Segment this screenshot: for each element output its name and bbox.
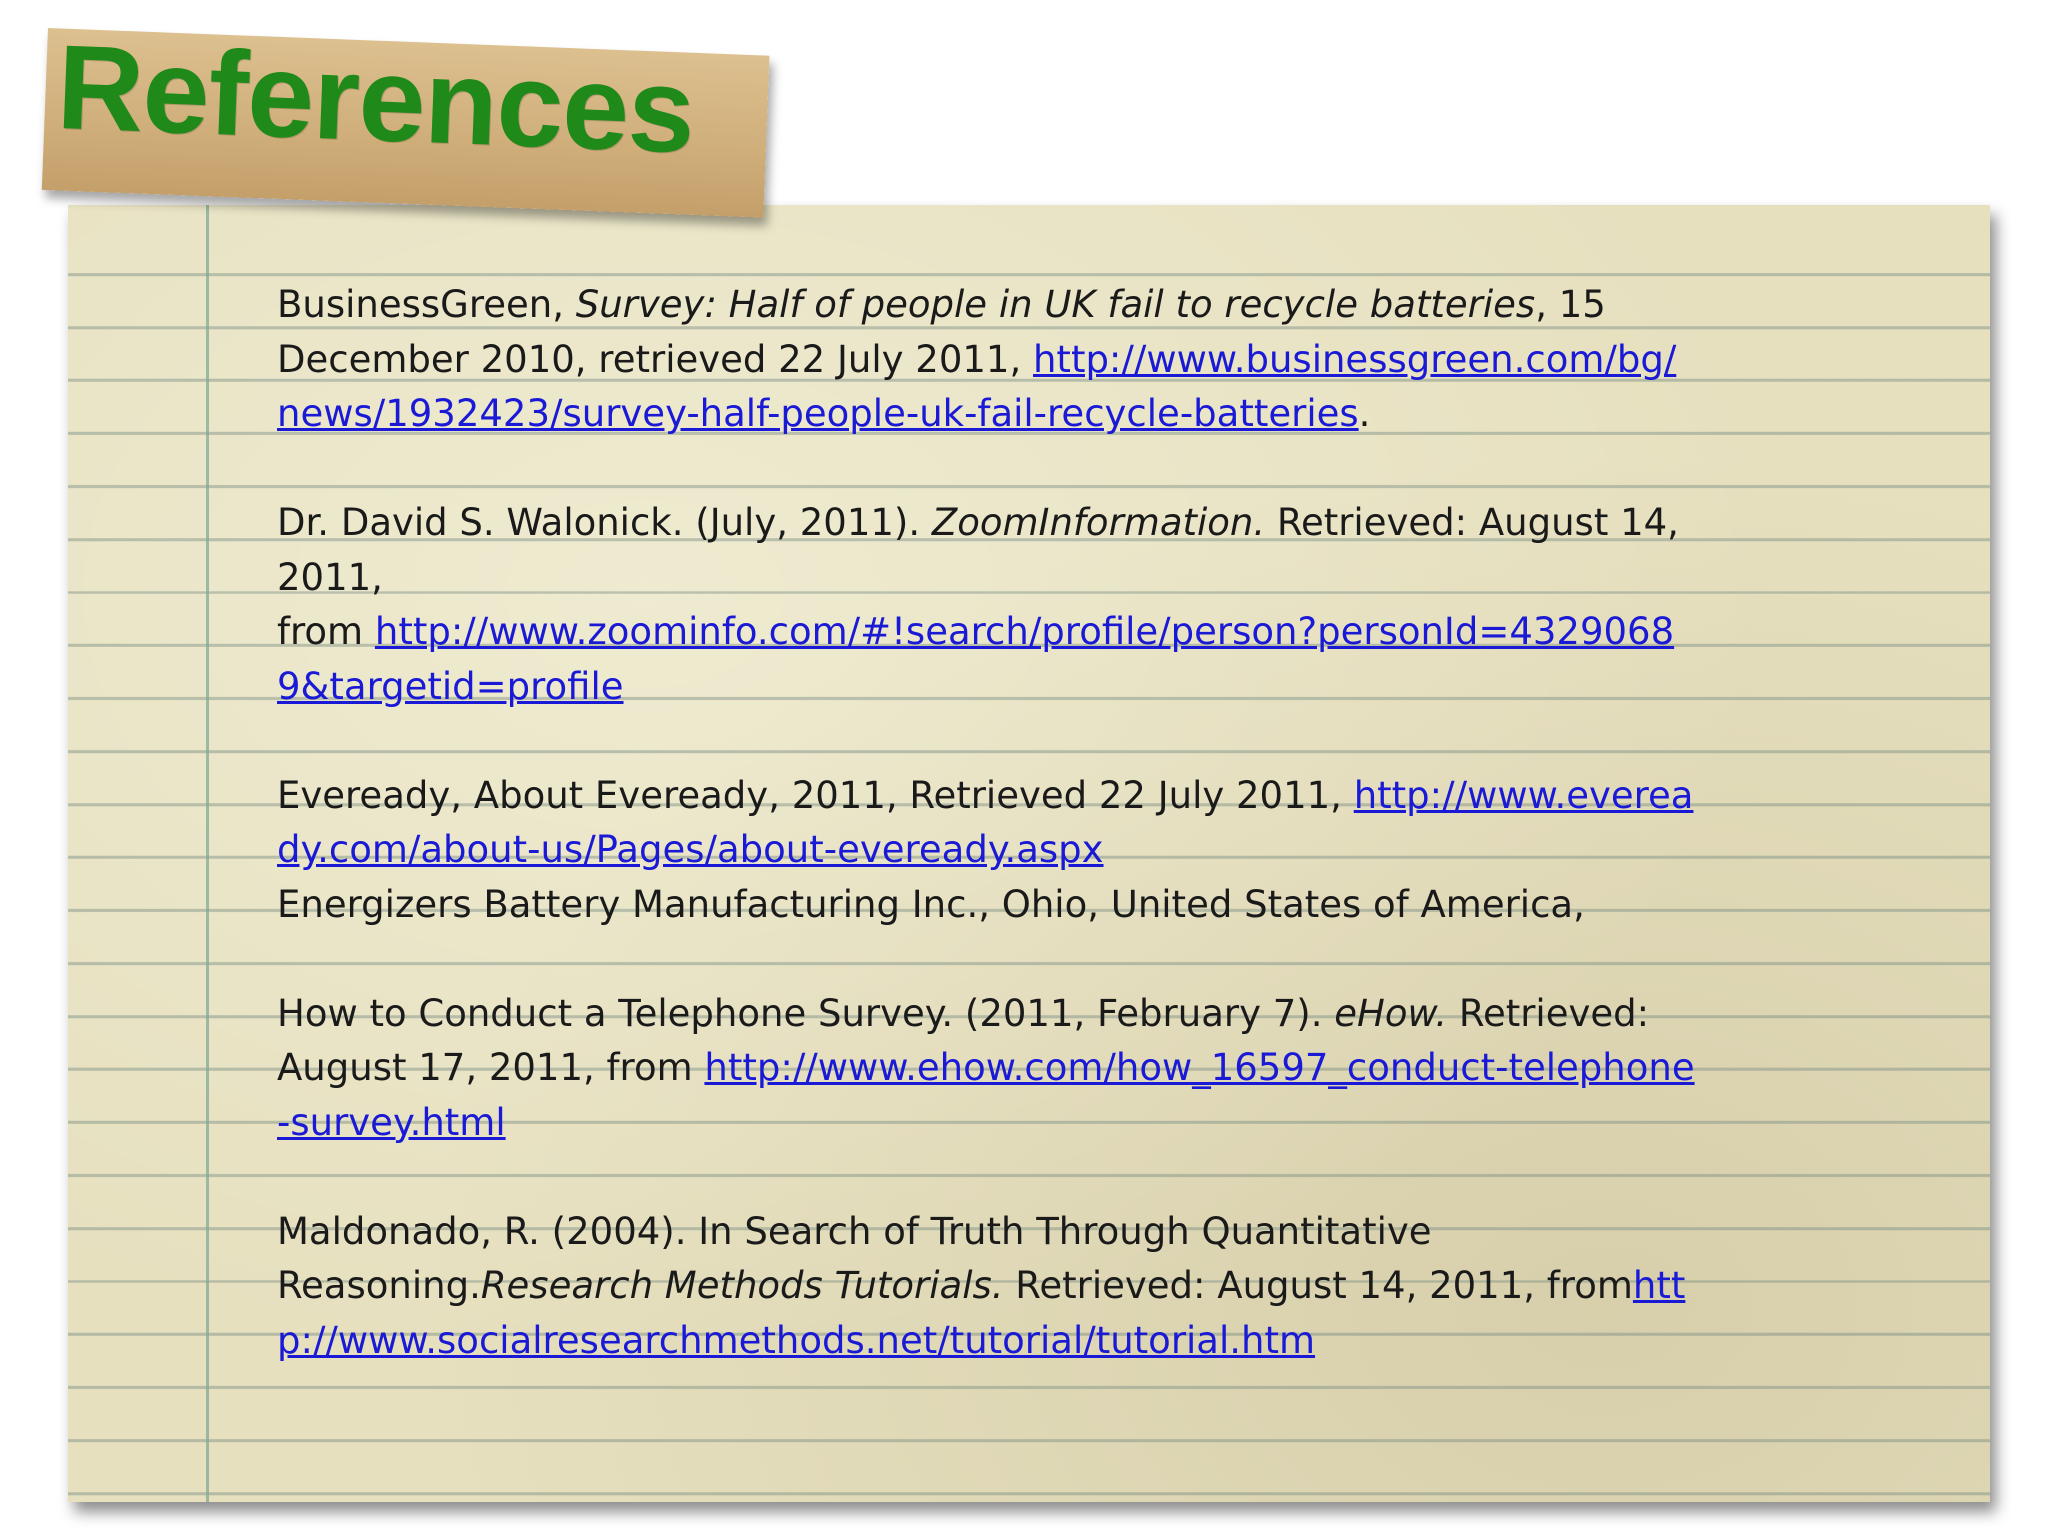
reference-item-walonick: [277, 496, 1697, 714]
reference-link[interactable]: http://www.zoominfo.com/#!search/profile/person?personId=43290689&targetid=profile: [277, 610, 1675, 708]
reference-text: .: [1358, 392, 1371, 435]
reference-text: How to Conduct a Telephone Survey. (2011, February 7).: [277, 991, 1335, 1035]
reference-text: Eveready, About Eveready, 2011, Retrieved 22 July 2011,: [277, 773, 1354, 817]
reference-item-businessgreen: [277, 278, 1697, 442]
reference-item-eveready: [277, 769, 1697, 933]
reference-title: eHow.: [1334, 991, 1448, 1035]
reference-text: BusinessGreen,: [277, 283, 576, 326]
reference-text: Energizers Battery Manufacturing Inc., Ohio, United States of America,: [277, 882, 1585, 926]
reference-title: Survey: Half of people in UK fail to recycle batteries: [575, 283, 1536, 326]
page-title: References: [54, 19, 697, 179]
reference-text: Dr. David S. Walonick. (July, 2011).: [277, 501, 932, 544]
reference-text: , 15 December 2010, retrieved 22 July 2011,: [277, 283, 1606, 381]
reference-item-ehow: [277, 987, 1697, 1151]
reference-link[interactable]: http://www.eveready.com/about-us/Pages/about-eveready.aspx: [277, 773, 1694, 871]
reference-text: Maldonado, R. (2004). In Search of Truth Through Quantitative Reasoning.: [277, 1209, 1432, 1307]
reference-title: Research Methods Tutorials.: [480, 1264, 1004, 1307]
reference-link[interactable]: http://www.socialresearchmethods.net/tutorial/tutorial.htm: [277, 1264, 1686, 1362]
reference-title: ZoomInformation.: [931, 501, 1266, 544]
reference-link[interactable]: http://www.businessgreen.com/bg/news/1932423/survey-half-people-uk-fail-recycle-batteries: [277, 337, 1677, 435]
reference-text: Retrieved: August 17, 2011, from: [277, 991, 1650, 1089]
reference-text: Retrieved: August 14, 2011, from: [1003, 1264, 1633, 1307]
reference-text: from: [277, 610, 375, 653]
reference-item-maldonado: [277, 1205, 1697, 1369]
reference-link[interactable]: http://www.ehow.com/how_16597_conduct-telephone-survey.html: [277, 1046, 1695, 1144]
reference-text: Retrieved: August 14, 2011,: [277, 501, 1679, 599]
references-list: [277, 278, 1697, 1423]
margin-line: [206, 205, 209, 1502]
